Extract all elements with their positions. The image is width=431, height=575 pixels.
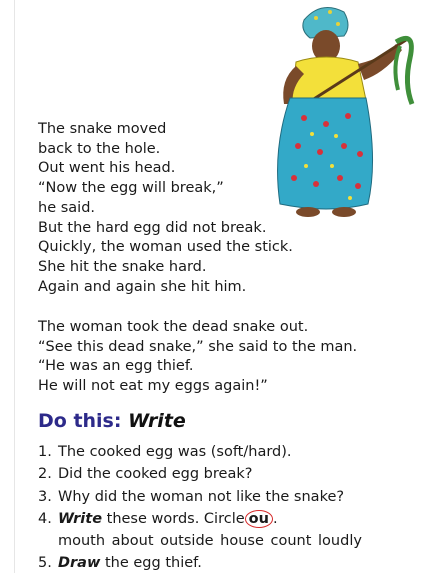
question-list: [38, 441, 362, 575]
story-line: The snake moved: [38, 121, 167, 137]
story-line: back to the hole.: [38, 140, 161, 157]
circled-letters: ou: [245, 510, 273, 528]
story-line: The woman took the dead snake out.: [38, 319, 309, 335]
question-verb: Write: [58, 510, 103, 527]
question-text: Did the cooked egg break?: [58, 466, 253, 483]
question-text: these words. Circle: [106, 510, 245, 527]
question-number: 1.: [38, 444, 52, 460]
story-line: Again and again she hit him.: [38, 278, 247, 295]
word-list: mouth about outside house count loudly: [58, 533, 362, 550]
story-line: “He was an egg thief.: [38, 358, 194, 375]
question-3: [38, 486, 362, 508]
question-text: the egg thief.: [104, 555, 202, 572]
story-line: Out went his head.: [38, 160, 176, 177]
question-number: 4.: [38, 510, 52, 527]
question-text: Why did the woman not like the snake?: [58, 488, 345, 505]
story-line: “Now the egg will break,”: [38, 180, 224, 197]
activity-heading: [38, 410, 186, 432]
question-number: 5.: [38, 555, 52, 572]
question-verb: Draw: [58, 555, 101, 572]
story-line: “See this dead snake,” she said to the man.: [38, 338, 358, 355]
activity-heading-verb: Write: [128, 410, 186, 432]
story-line: Quickly, the woman used the stick.: [38, 239, 293, 256]
question-4: [38, 508, 362, 530]
question-2: [38, 463, 362, 485]
question-text: The cooked egg was (soft/hard).: [58, 444, 292, 460]
story-line: She hit the snake hard.: [38, 258, 207, 275]
story-line: he said.: [38, 199, 96, 216]
activity-heading-prefix: Do this:: [38, 410, 122, 432]
story-paragraph-1: [38, 120, 293, 297]
story-line: He will not eat my eggs again!”: [38, 378, 268, 395]
story-line: But the hard egg did not break.: [38, 219, 267, 236]
question-number: 3.: [38, 488, 52, 505]
question-punctuation: .: [272, 510, 278, 527]
question-number: 2.: [38, 466, 52, 483]
question-5: [38, 552, 362, 574]
question-1: [38, 441, 362, 463]
story-paragraph-2: [38, 318, 357, 397]
